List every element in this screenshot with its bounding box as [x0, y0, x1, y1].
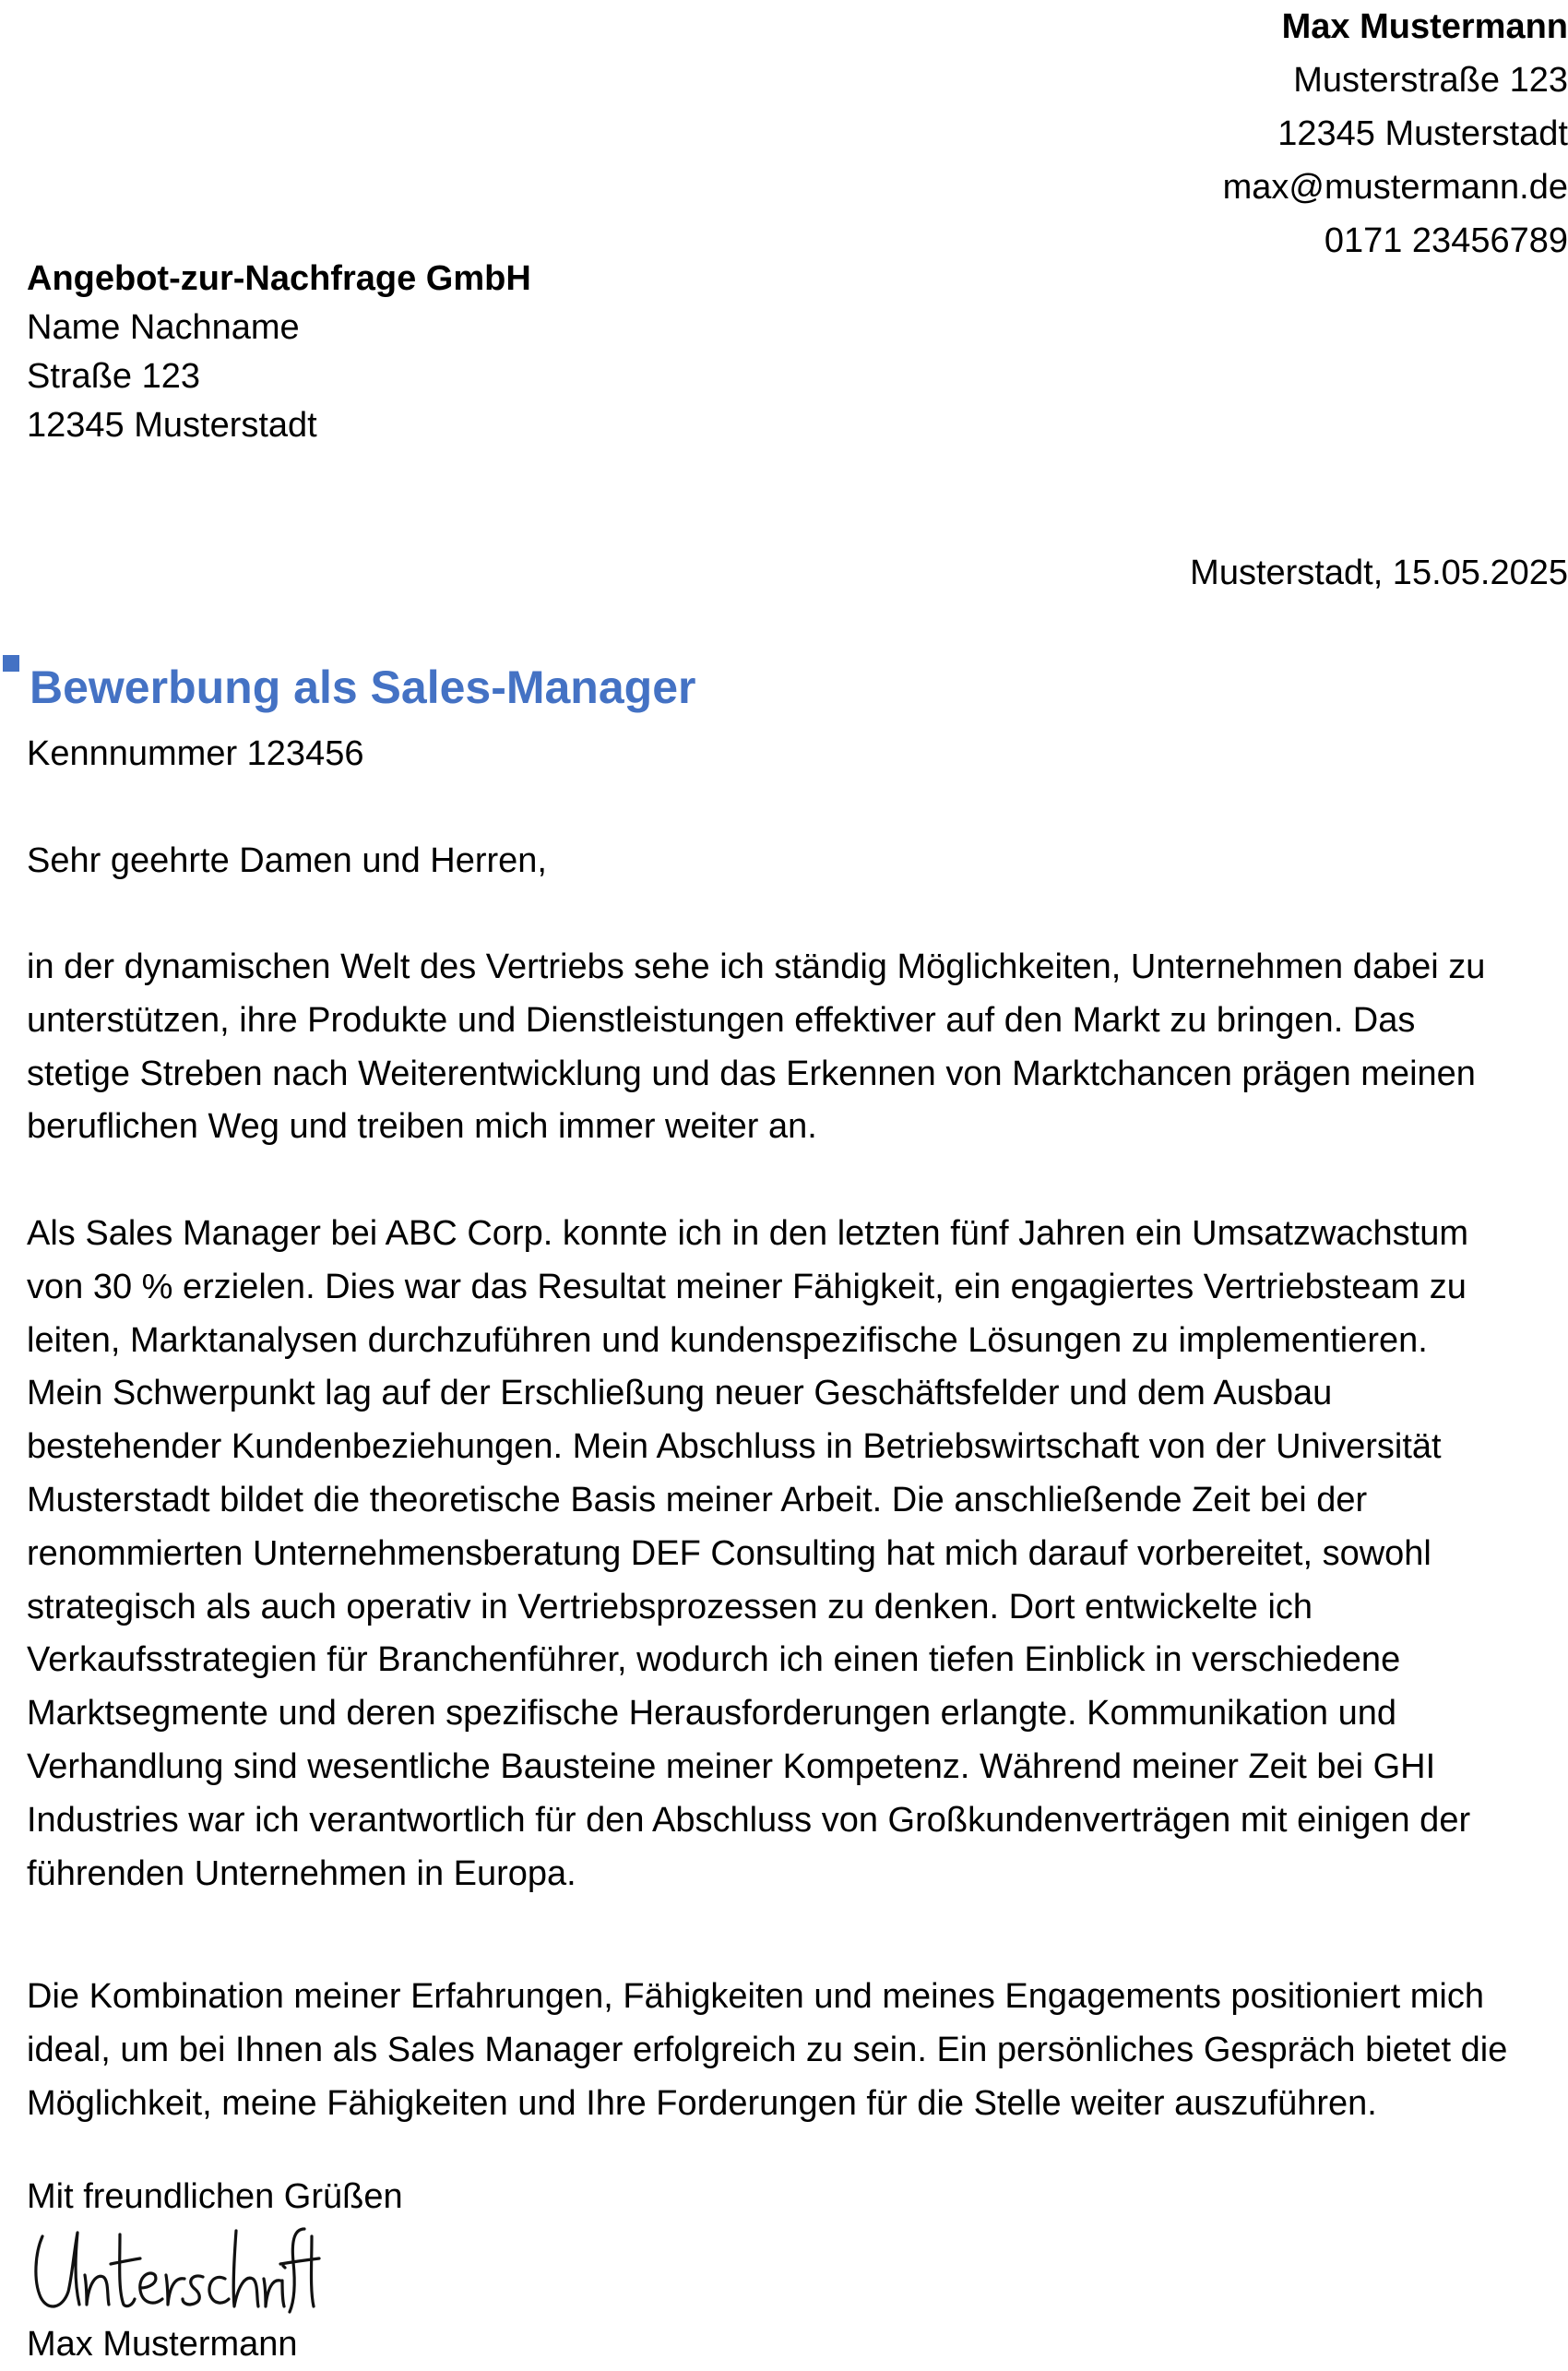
body-paragraph-3 — [27, 1971, 1558, 2130]
recipient-street: Straße 123 — [27, 357, 200, 396]
paragraph-line: unterstützen, ihre Produkte und Dienstleistungen effektiver auf den Markt zu bringen. Das — [27, 1000, 1416, 1040]
paragraph-line: Industries war ich verantwortlich für den Abschluss von Großkundenverträgen mit einigen der — [27, 1800, 1471, 1840]
recipient-contact: Name Nachname — [27, 308, 300, 347]
sender-name: Max Mustermann — [1281, 7, 1568, 46]
salutation: Sehr geehrte Damen und Herren, — [27, 841, 547, 880]
paragraph-line: leiten, Marktanalysen durchzuführen und kundenspezifische Lösungen zu implementieren. — [27, 1320, 1428, 1360]
paragraph-line: in der dynamischen Welt des Vertriebs sehe ich ständig Möglichkeiten, Unternehmen dabei zu — [27, 947, 1486, 986]
recipient-company: Angebot-zur-Nachfrage GmbH — [27, 259, 531, 298]
paragraph-line: renommierten Unternehmensberatung DEF Consulting hat mich darauf vorbereitet, sowohl — [27, 1533, 1431, 1573]
paragraph-line: Mein Schwerpunkt lag auf der Erschließung neuer Geschäftsfelder und dem Ausbau — [27, 1374, 1333, 1413]
sender-block — [922, 0, 1568, 268]
sender-street: Musterstraße 123 — [1293, 61, 1568, 100]
heading-marker-icon — [3, 655, 19, 672]
paragraph-line: strategisch als auch operativ in Vertriebsprozessen zu denken. Dort entwickelte ich — [27, 1587, 1313, 1626]
sender-phone: 0171 23456789 — [1324, 221, 1568, 260]
paragraph-line: Als Sales Manager bei ABC Corp. konnte ich in den letzten fünf Jahren ein Umsatzwachstum — [27, 1214, 1469, 1253]
paragraph-line: führenden Unternehmen in Europa. — [27, 1853, 576, 1893]
reference-number: Kennnummer 123456 — [27, 734, 364, 773]
paragraph-line: bestehender Kundenbeziehungen. Mein Abschluss in Betriebswirtschaft von der Universität — [27, 1427, 1442, 1467]
paragraph-line: Marktsegmente und deren spezifische Herausforderungen erlangte. Kommunikation und — [27, 1694, 1396, 1734]
sender-email: max@mustermann.de — [1222, 168, 1568, 207]
signer-name: Max Mustermann — [27, 2325, 298, 2364]
paragraph-line: Musterstadt bildet die theoretische Basis meiner Arbeit. Die anschließende Zeit bei der — [27, 1480, 1368, 1519]
paragraph-line: stetige Streben nach Weiterentwicklung und das Erkennen von Marktchancen prägen meinen — [27, 1054, 1476, 1093]
body-paragraph-1 — [27, 941, 1558, 1154]
paragraph-line: Verkaufsstrategien für Branchenführer, wodurch ich einen tiefen Einblick in verschiedene — [27, 1640, 1401, 1680]
paragraph-line: beruflichen Weg und treiben mich immer weiter an. — [27, 1107, 817, 1147]
paragraph-line: Verhandlung sind wesentliche Bausteine meiner Kompetenz. Während meiner Zeit bei GHI — [27, 1746, 1436, 1786]
paragraph-line: Möglichkeit, meine Fähigkeiten und Ihre Forderungen für die Stelle weiter auszuführen. — [27, 2083, 1377, 2123]
paragraph-line: Die Kombination meiner Erfahrungen, Fähigkeiten und meines Engagements positioniert mich — [27, 1977, 1484, 2016]
date-line: Musterstadt, 15.05.2025 — [1190, 554, 1568, 592]
subject-heading: Bewerbung als Sales-Manager — [30, 661, 696, 713]
closing-phrase: Mit freundlichen Grüßen — [27, 2177, 403, 2216]
recipient-city: 12345 Musterstadt — [27, 406, 317, 445]
recipient-block — [27, 255, 857, 450]
handwritten-signature — [31, 2216, 327, 2317]
paragraph-line: ideal, um bei Ihnen als Sales Manager erfolgreich zu sein. Ein persönliches Gespräch bietet die — [27, 2030, 1508, 2069]
body-paragraph-2 — [27, 1208, 1558, 1900]
paragraph-line: von 30 % erzielen. Dies war das Resultat meiner Fähigkeit, ein engagiertes Vertriebsteam zu — [27, 1267, 1467, 1306]
sender-city: 12345 Musterstadt — [1277, 114, 1568, 153]
